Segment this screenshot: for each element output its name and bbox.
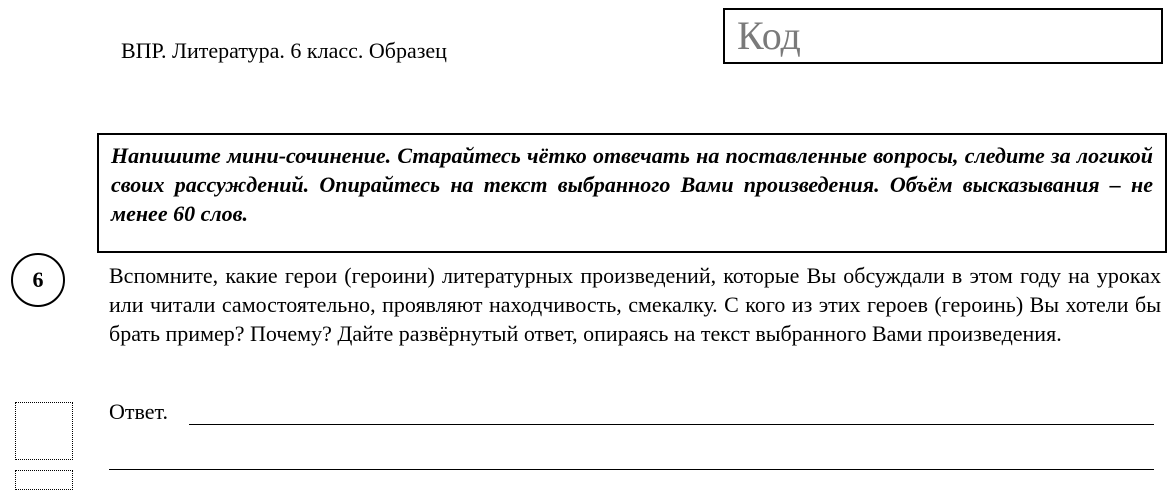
code-field[interactable] [723,8,1163,64]
instruction-box: Напишите мини-сочинение. Старайтесь чётко отвечать на поставленные вопросы, следите за логикой своих рассуждений. Опирайтесь на текст выбранного Вами произведения. Объём высказывания – не менее 60 слов. [97,133,1167,253]
answer-line-second[interactable] [109,469,1154,470]
task-number-badge [11,253,65,307]
score-box-secondary [15,470,73,490]
answer-line-first[interactable] [189,424,1154,425]
code-label: Код [737,13,801,58]
answer-label: Ответ. [109,399,168,424]
task-number: 6 [32,267,44,292]
page-header-title: ВПР. Литература. 6 класс. Образец [121,38,447,63]
task-question-text: Вспомните, какие герои (героини) литературных произведений, которые Вы обсуждали в этом году на уроках или читали самостоятельно, проявляют находчивость, смекалку. С кого из этих героев (героинь) Вы хотели бы брать пример? Почему? Дайте развёрнутый ответ, опираясь на текст выбранного Вами произведения. [109,263,1161,346]
score-box [15,402,73,460]
